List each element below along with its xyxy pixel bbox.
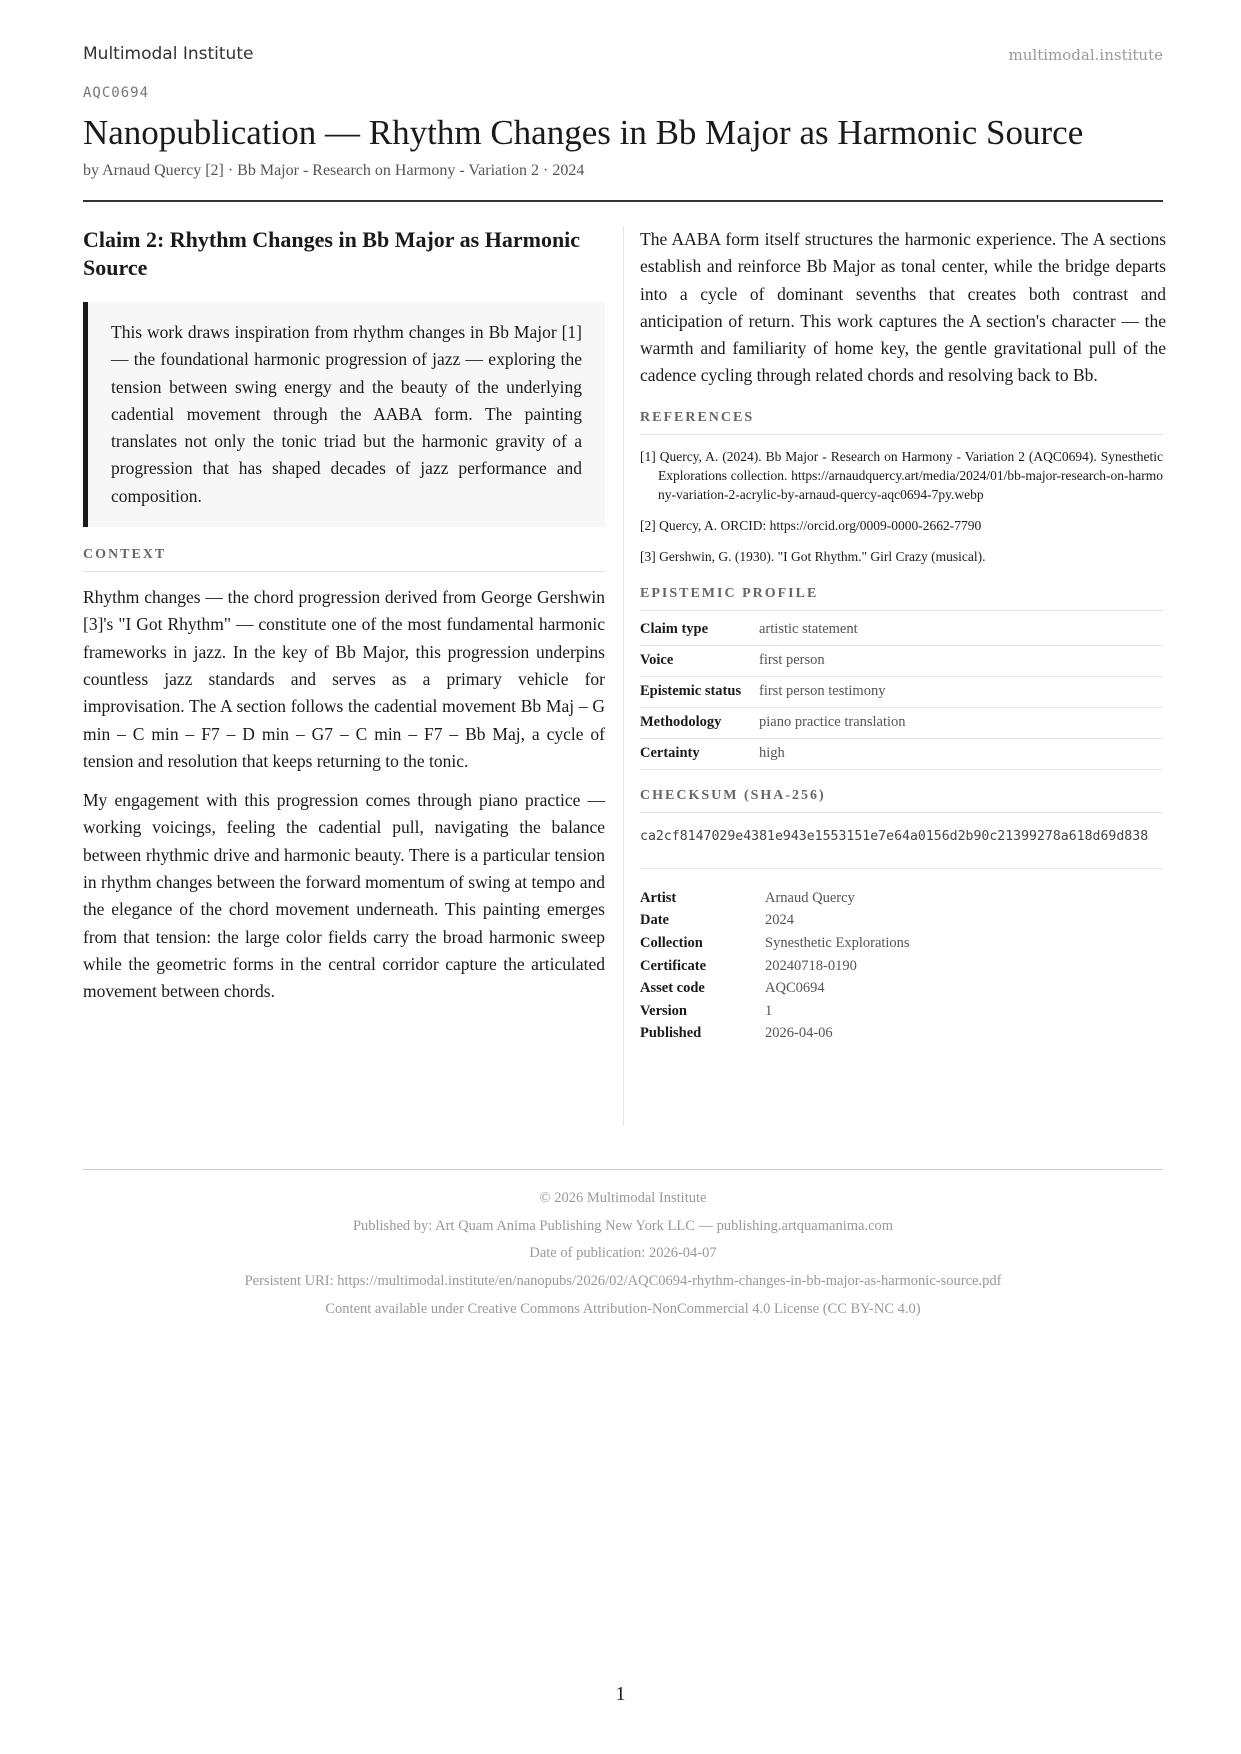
- footer-copyright: © 2026 Multimodal Institute: [539, 1190, 707, 1206]
- metadata-value: AQC0694: [765, 980, 825, 997]
- page-number: 1: [615, 1683, 626, 1705]
- metadata-value: 20240718-0190: [765, 957, 857, 974]
- context-label: CONTEXT: [83, 547, 605, 572]
- byline: by Arnaud Quercy [2] · Bb Major - Research on Harmony - Variation 2 · 2024: [83, 162, 585, 179]
- metadata-key: Artist: [640, 889, 677, 906]
- table-row: [640, 738, 1163, 769]
- epistemic-key: Claim type: [640, 615, 759, 646]
- metadata-key: Version: [640, 1002, 687, 1019]
- footer-divider: [83, 1169, 1163, 1170]
- checksum-value: ca2cf8147029e4381e943e1553151e7e64a0156d2b90c21399278a618d69d838: [640, 827, 1163, 869]
- metadata-row: [640, 887, 1163, 910]
- epistemic-key: Methodology: [640, 707, 759, 738]
- top-bar: [83, 44, 1163, 68]
- metadata-key: Date: [640, 912, 669, 929]
- asset-code: AQC0694: [83, 85, 150, 101]
- table-row: [640, 707, 1163, 738]
- metadata-list: [640, 887, 1163, 1045]
- table-row: [640, 645, 1163, 676]
- header-divider: [83, 200, 1163, 202]
- epistemic-value: high: [759, 738, 1163, 769]
- column-divider: [623, 226, 624, 1126]
- metadata-key: Published: [640, 1025, 702, 1042]
- claim-blockquote: This work draws inspiration from rhythm changes in Bb Major [1] — the foundational harmonic progression of jazz — exploring the tension between swing energy and the beauty of the underlying cadential movement through the AABA form. The painting translates not only the tonic triad but the harmonic gravity of a progression that has shaped decades of jazz performance and composition.: [83, 302, 605, 527]
- epistemic-value: first person testimony: [759, 676, 1163, 707]
- institute-name: Multimodal Institute: [83, 44, 254, 64]
- metadata-value: Synesthetic Explorations: [765, 934, 910, 951]
- table-row: [640, 676, 1163, 707]
- metadata-value: 1: [765, 1002, 773, 1019]
- left-column: [83, 226, 605, 1018]
- footer-uri[interactable]: Persistent URI: https://multimodal.institute/en/nanopubs/2026/02/AQC0694-rhythm-changes-in-bb-major-as-harmonic-source.pdf: [244, 1273, 1002, 1290]
- claim-title: Claim 2: Rhythm Changes in Bb Major as Harmonic Source: [83, 227, 581, 280]
- table-row: [640, 615, 1163, 646]
- metadata-row: [640, 955, 1163, 978]
- context-paragraph-1: Rhythm changes — the chord progression derived from George Gershwin [3]'s "I Got Rhythm" — constitute one of the most fundamental harmonic frameworks in jazz. In the key of Bb Major, this progression underpins countless jazz standards and serves as a primary vehicle for improvisation. The A section follows the cadential movement Bb Maj – G min – C min – F7 – D min – G7 – C min – F7 – Bb Maj, a cycle of tension and resolution that keeps returning to the tonic.: [83, 587, 605, 771]
- epistemic-profile-table: [640, 615, 1163, 770]
- epistemic-key: Certainty: [640, 738, 759, 769]
- context-paragraph-3: The AABA form itself structures the harmonic experience. The A sections establish and reinforce Bb Major as tonal center, while the bridge departs into a cycle of dominant sevenths that creates both contrast and anticipation of return. This work captures the A section's character — the warmth and familiarity of home key, the gentle gravitational pull of the cadence cycling through related chords and resolving back to Bb.: [640, 229, 1166, 386]
- page-title: Nanopublication — Rhythm Changes in Bb Major as Harmonic Source: [83, 113, 1084, 152]
- metadata-row: [640, 932, 1163, 955]
- epistemic-key: Epistemic status: [640, 676, 759, 707]
- epistemic-key: Voice: [640, 645, 759, 676]
- epistemic-profile-label: EPISTEMIC PROFILE: [640, 586, 1163, 611]
- metadata-value: 2026-04-06: [765, 1025, 833, 1042]
- metadata-row: [640, 909, 1163, 932]
- reference-item[interactable]: [1] Quercy, A. (2024). Bb Major - Research on Harmony - Variation 2 (AQC0694). Synesthetic Explorations collection. https://arnaudquercy.art/media/2024/01/bb-major-research-on-harmony-variation-2-acrylic-by-arnaud-quercy-aqc0694-7py.webp: [640, 448, 1163, 502]
- footer-license: Content available under Creative Commons Attribution-NonCommercial 4.0 License (CC BY-NC 4.0): [325, 1300, 921, 1317]
- site-domain[interactable]: multimodal.institute: [1008, 46, 1163, 64]
- reference-item: [3] Gershwin, G. (1930). "I Got Rhythm." Girl Crazy (musical).: [640, 548, 986, 564]
- footer-date: Date of publication: 2026-04-07: [529, 1245, 717, 1262]
- context-paragraph-2: My engagement with this progression comes through piano practice — working voicings, feeling the cadential pull, navigating the balance between rhythmic drive and harmonic beauty. There is a particular tension in rhythm changes between the forward momentum of swing at tempo and the elegance of the chord movement underneath. This painting emerges from that tension: the large color fields carry the broad harmonic sweep while the geometric forms in the central corridor capture the articulated movement between chords.: [83, 790, 605, 1002]
- epistemic-value: first person: [759, 645, 1163, 676]
- epistemic-value: artistic statement: [759, 615, 1163, 646]
- references-label: REFERENCES: [640, 410, 1163, 435]
- metadata-row: [640, 1000, 1163, 1023]
- metadata-key: Certificate: [640, 957, 707, 974]
- footer: [83, 1188, 1163, 1326]
- metadata-key: Asset code: [640, 980, 705, 997]
- reference-item[interactable]: [2] Quercy, A. ORCID: https://orcid.org/0009-0000-2662-7790: [640, 517, 982, 533]
- checksum-label: CHECKSUM (SHA-256): [640, 788, 1163, 813]
- metadata-value: Arnaud Quercy: [765, 889, 855, 906]
- footer-publisher: Published by: Art Quam Anima Publishing New York LLC — publishing.artquamanima.com: [352, 1217, 894, 1234]
- right-column: [640, 226, 1166, 1045]
- metadata-row: [640, 977, 1163, 1000]
- epistemic-value: piano practice translation: [759, 707, 1163, 738]
- metadata-key: Collection: [640, 934, 703, 951]
- metadata-row: [640, 1022, 1163, 1045]
- metadata-value: 2024: [765, 912, 794, 929]
